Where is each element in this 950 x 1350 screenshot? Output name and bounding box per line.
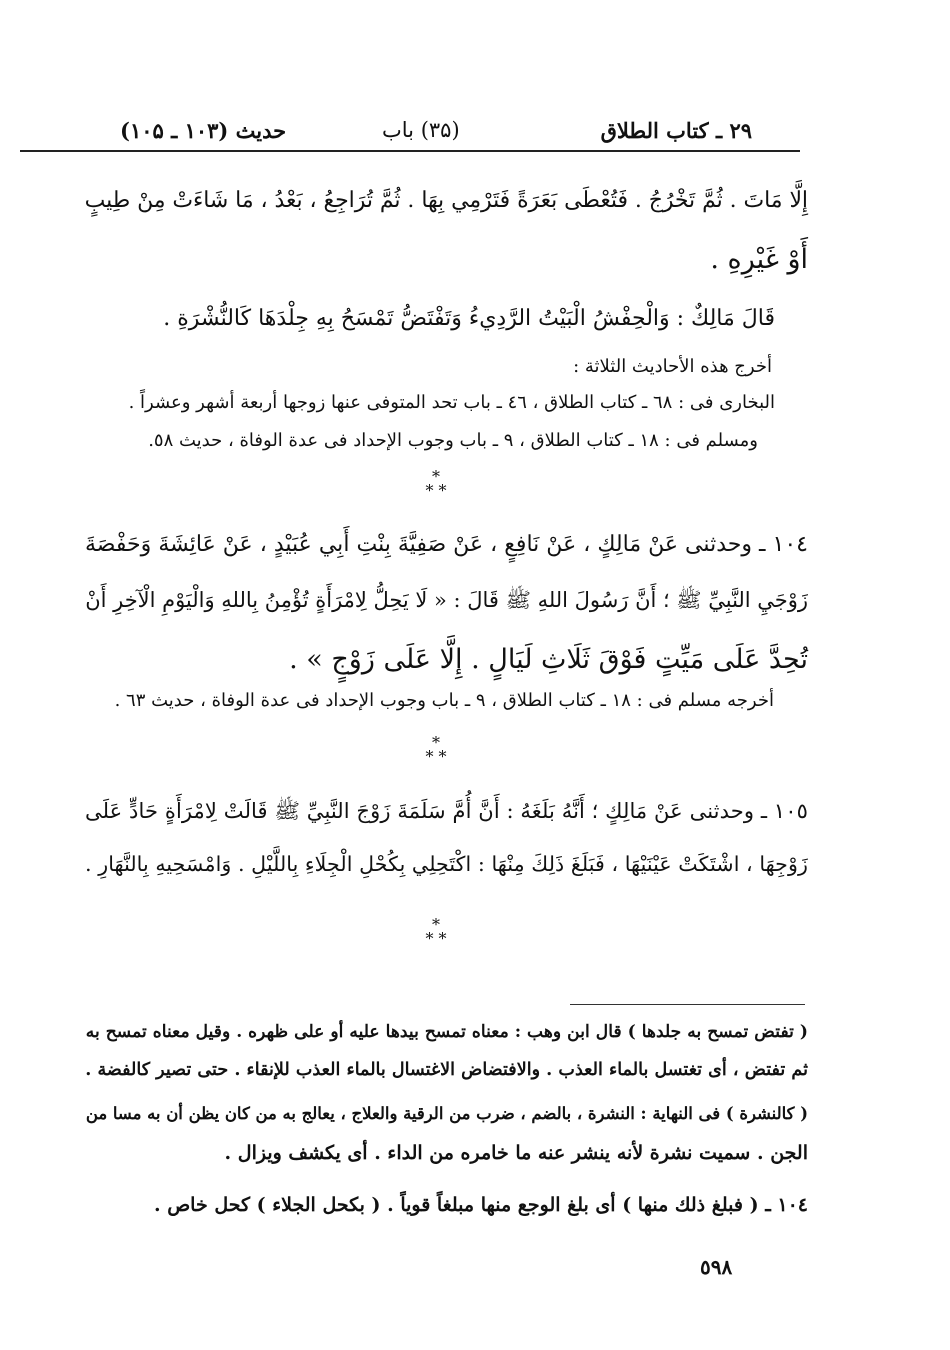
separator-stars: * * * bbox=[425, 467, 447, 500]
separator-stars: * * * bbox=[425, 915, 447, 948]
header-hadith-range: حديث (۱۰۳ ـ ۱۰۵) bbox=[120, 118, 287, 143]
header-book-title: ۲۹ ـ كتاب الطلاق bbox=[600, 118, 752, 143]
hadith-104-takhrij: أخرجه مسلم فى : ١٨ ـ كتاب الطلاق ، ٩ ـ باب وجوب الإحداد فى عدة الوفاة ، حديث ٦٣ . bbox=[114, 690, 774, 711]
separator-stars: * * * bbox=[425, 733, 447, 766]
hadith-105-line: ١٠٥ ـ وحدثنى عَنْ مَالِكٍ ؛ أَنَّهُ بَلَغَهُ : أَنَّ أُمَّ سَلَمَةَ زَوْجَ النَّبِيِّ ﷺ قَالَتْ لِامْرَأَةٍ حَادٍّ عَلَى bbox=[84, 799, 808, 824]
takhrij-line: ومسلم فى : ١٨ ـ كتاب الطلاق ، ٩ ـ باب وجوب الإحداد فى عدة الوفاة ، حديث ٥٨. bbox=[148, 430, 758, 451]
hadith-105-line: زَوْجِهَا ، اشْتَكَتْ عَيْنَيْهَا ، فَبَلَغَ ذَلِكَ مِنْهَا : اكْتَحِلِي بِكُحْلِ الْجِلَاءِ بِاللَّيْلِ . وَامْسَحِيهِ بِالنَّهَارِ . bbox=[85, 852, 808, 876]
text-line: أَوْ غَيْرِهِ . bbox=[710, 244, 808, 275]
footnote-rule bbox=[570, 1004, 805, 1005]
running-header bbox=[120, 118, 752, 158]
hadith-104-line: تُحِدَّ عَلَى مَيِّتٍ فَوْقَ ثَلَاثِ لَيَالٍ . إِلَّا عَلَى زَوْجٍ » . bbox=[289, 644, 808, 675]
takhrij-title: أخرج هذه الأحاديث الثلاثة : bbox=[573, 356, 772, 377]
footnote-line: الجن . سميت نشرة لأنه ينشر عنه ما خامره من الداء . أى يكشف ويزال . bbox=[224, 1142, 808, 1164]
header-chapter: (۳۵) باب bbox=[382, 118, 460, 142]
header-rule bbox=[20, 150, 800, 152]
text-line: إِلَّا مَاتَ . ثُمَّ تَخْرُجُ . فَتُعْطَى بَعَرَةً فَتَرْمِي بِهَا . ثُمَّ تُرَاجِعُ ، بَعْدُ ، مَا شَاءَتْ مِنْ طِيبٍ bbox=[84, 188, 808, 213]
hadith-104-line: ١٠٤ ـ وحدثنى عَنْ مَالِكٍ ، عَنْ نَافِعٍ ، عَنْ صَفِيَّةَ بِنْتِ أَبِي عُبَيْدٍ ، عَنْ عَائِشَةَ وَحَفْصَةَ bbox=[85, 532, 808, 557]
footnote-line: ( تفتض تمسح به جلدها ) قال ابن وهب : معناه تمسح بيدها عليه أو على ظهره . وقيل معناه تمسح به bbox=[85, 1022, 808, 1042]
footnote-line: ( كالنشرة ) فى النهاية : النشرة ، بالضم ، ضرب من الرقية والعلاج ، يعالج به من كان يظن أن به مسا من bbox=[85, 1104, 808, 1123]
page-number: ٥٩٨ bbox=[700, 1255, 733, 1279]
footnote-line: ثم تفتض ، أى تغتسل بالماء العذب . والافتضاض الاغتسال بالماء العذب للإنقاء . حتى تصير كالفضة . bbox=[85, 1060, 808, 1080]
footnote-line: ١٠٤ ـ ( فبلغ ذلك منها ) أى بلغ الوجع منها مبلغاً قوياً . ( بكحل الجلاء ) كحل خاص . bbox=[153, 1194, 808, 1216]
malik-commentary: قَالَ مَالِكٌ : وَالْحِفْشُ الْبَيْتُ الرَّدِيءُ وَتَفْتَضُّ تَمْسَحُ بِهِ جِلْدَهَا كَالنُّشْرَةِ . bbox=[163, 306, 775, 331]
hadith-104-line: زَوْجَيِ النَّبِيِّ ﷺ ؛ أَنَّ رَسُولَ اللهِ ﷺ قَالَ : « لَا يَحِلُّ لِامْرَأَةٍ تُؤْمِنُ بِاللهِ وَالْيَوْمِ الْآخِرِ أَنْ bbox=[85, 588, 808, 612]
takhrij-line: البخارى فى : ٦٨ ـ كتاب الطلاق ، ٤٦ ـ باب تحد المتوفى عنها زوجها أربعة أشهر وعشراً . bbox=[128, 392, 775, 413]
